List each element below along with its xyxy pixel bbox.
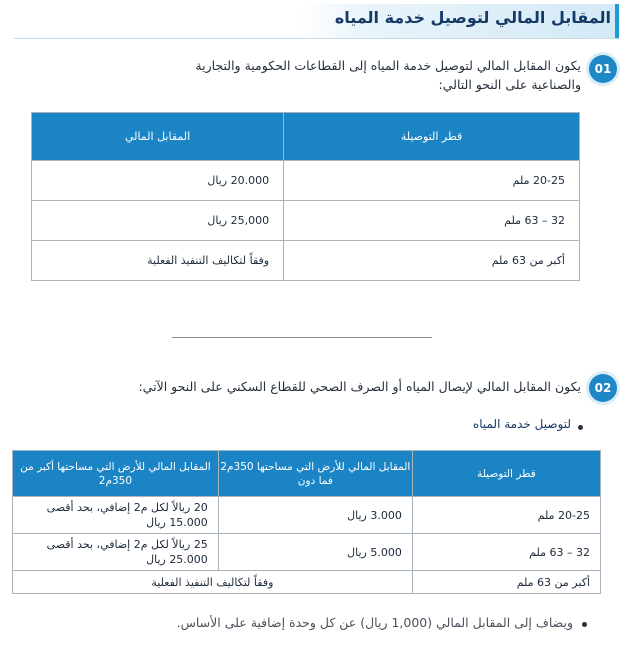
- fee-small-lot-cell: 3.000 ريال: [218, 497, 412, 534]
- section1-paragraph: [21, 56, 581, 94]
- header-fee: المقابل المالي: [32, 113, 284, 161]
- page-title: المقابل المالي لتوصيل خدمة المياه: [334, 8, 611, 27]
- additional-unit-note: ويضاف إلى المقابل المالي (1,000 ريال) عن كل وحدة إضافية على الأساس.: [176, 615, 573, 630]
- diameter-cell: أكبر من 63 ملم: [412, 571, 600, 594]
- bullet-icon: [582, 622, 587, 627]
- table-row: [32, 161, 580, 201]
- bullet-icon: [578, 425, 583, 430]
- header-fee-large-lot: المقابل المالي للأرض التي مساحتها أكبر من 350م2: [13, 451, 219, 497]
- title-underline: [14, 38, 619, 39]
- section-number-badge: 02: [589, 374, 617, 402]
- fee-large-lot-cell: 25 ريالاً لكل م2 إضافي، بحد أقصى 25.000 ريال: [13, 534, 219, 571]
- fee-cell: 20.000 ريال: [32, 161, 284, 201]
- fee-cell: 25,000 ريال: [32, 201, 284, 241]
- connection-fees-table-government: [31, 112, 580, 281]
- table-row: [32, 201, 580, 241]
- section1-line2: والصناعية على النحو التالي:: [438, 77, 581, 92]
- table-header-row: [32, 113, 580, 161]
- diameter-cell: 32 – 63 ملم: [284, 201, 580, 241]
- diameter-cell: 20-25 ملم: [412, 497, 600, 534]
- section2-line1: يكون المقابل المالي لإيصال المياه أو الصرف الصحي للقطاع السكني على النحو الآتي:: [138, 379, 581, 394]
- header-diameter: قطر التوصيلة: [412, 451, 600, 497]
- title-accent-bar: [615, 4, 619, 38]
- table-row: [13, 571, 601, 594]
- section1-line1: يكون المقابل المالي لتوصيل خدمة المياه إلى القطاعات الحكومية والتجارية: [195, 58, 581, 73]
- fee-small-lot-cell: 5.000 ريال: [218, 534, 412, 571]
- table-row: [13, 534, 601, 571]
- diameter-cell: أكبر من 63 ملم: [284, 241, 580, 281]
- diameter-cell: 32 – 63 ملم: [412, 534, 600, 571]
- header-diameter: قطر التوصيلة: [284, 113, 580, 161]
- section-divider: [172, 337, 432, 338]
- table-row: [32, 241, 580, 281]
- table-header-row: [13, 451, 601, 497]
- diameter-cell: 20-25 ملم: [284, 161, 580, 201]
- fee-large-lot-cell: 20 ريالاً لكل م2 إضافي، بحد أقصى 15.000 ريال: [13, 497, 219, 534]
- header-fee-small-lot: المقابل المالي للأرض التي مساحتها 350م2 فما دون: [218, 451, 412, 497]
- connection-fees-table-residential: [12, 450, 601, 594]
- table-row: [13, 497, 601, 534]
- fee-cell: وفقاً لتكاليف التنفيذ الفعلية: [32, 241, 284, 281]
- section-number-badge: 01: [589, 55, 617, 83]
- water-service-subheading: لتوصيل خدمة المياه: [472, 417, 571, 431]
- fee-actual-cost-cell: وفقاً لتكاليف التنفيذ الفعلية: [13, 571, 413, 594]
